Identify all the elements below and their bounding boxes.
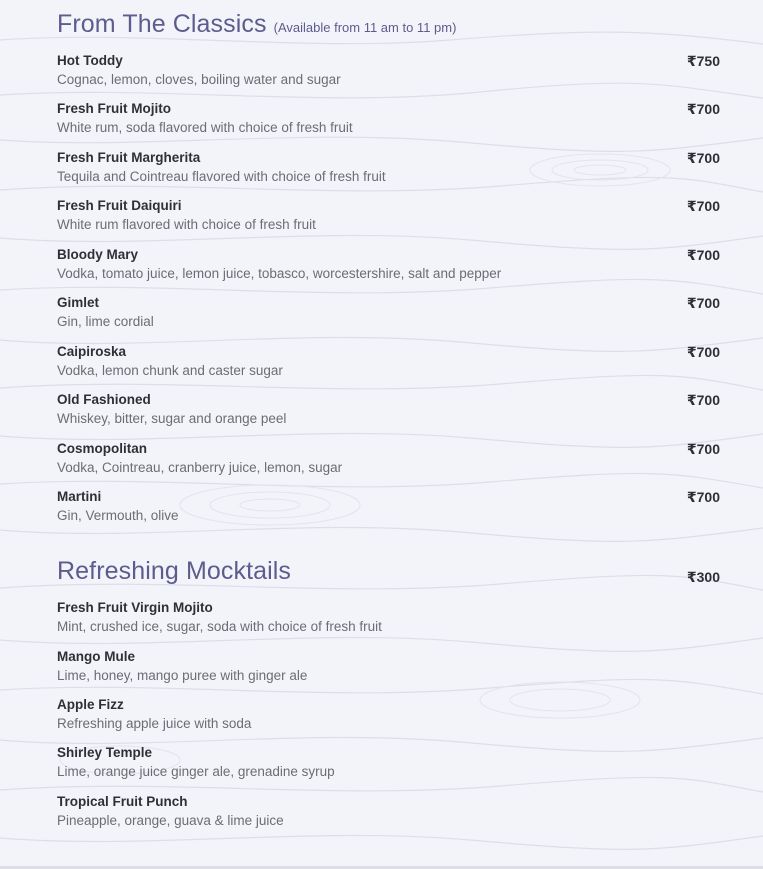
item-name: Hot Toddy	[57, 53, 123, 68]
menu-item	[57, 101, 720, 141]
menu-item	[57, 344, 720, 384]
item-description: Tequila and Cointreau flavored with choice of fresh fruit	[57, 169, 386, 184]
item-description: Lime, honey, mango puree with ginger ale	[57, 668, 308, 683]
item-description: Pineapple, orange, guava & lime juice	[57, 813, 284, 828]
item-description: White rum, soda flavored with choice of fresh fruit	[57, 120, 353, 135]
item-price: ₹750	[686, 53, 720, 69]
menu-item	[57, 295, 720, 335]
classics-title: From The Classics	[57, 10, 267, 38]
menu-item	[57, 53, 720, 93]
item-description: Refreshing apple juice with soda	[57, 716, 252, 731]
item-name: Tropical Fruit Punch	[57, 794, 188, 809]
item-name: Caipiroska	[57, 344, 127, 359]
menu-item	[57, 247, 720, 287]
mocktails-heading	[57, 557, 291, 586]
menu-item	[57, 392, 720, 432]
item-price: ₹700	[686, 295, 720, 311]
mocktails-title: Refreshing Mocktails	[57, 557, 292, 585]
menu-item	[57, 649, 720, 689]
menu-item	[57, 489, 720, 529]
menu-item	[57, 794, 720, 834]
item-name: Gimlet	[57, 295, 100, 310]
item-description: Whiskey, bitter, sugar and orange peel	[57, 411, 287, 426]
item-price: ₹700	[686, 101, 720, 117]
item-name: Fresh Fruit Daiquiri	[57, 198, 182, 213]
item-price: ₹700	[686, 150, 720, 166]
classics-availability-note: (Available from 11 am to 11 pm)	[273, 20, 457, 35]
item-name: Mango Mule	[57, 649, 135, 664]
item-name: Shirley Temple	[57, 745, 153, 760]
item-name: Old Fashioned	[57, 392, 151, 407]
item-description: Mint, crushed ice, sugar, soda with choice of fresh fruit	[57, 619, 382, 634]
mocktails-price: ₹300	[686, 569, 720, 585]
item-description: Lime, orange juice ginger ale, grenadine syrup	[57, 764, 335, 779]
item-description: Vodka, lemon chunk and caster sugar	[57, 363, 283, 378]
item-description: Gin, Vermouth, olive	[57, 508, 179, 523]
item-price: ₹700	[686, 344, 720, 360]
menu-item	[57, 745, 720, 785]
item-description: Vodka, Cointreau, cranberry juice, lemon, sugar	[57, 460, 343, 475]
item-name: Fresh Fruit Virgin Mojito	[57, 600, 213, 615]
item-price: ₹700	[686, 489, 720, 505]
item-price: ₹700	[686, 198, 720, 214]
item-description: Gin, lime cordial	[57, 314, 154, 329]
item-name: Martini	[57, 489, 102, 504]
item-description: Vodka, tomato juice, lemon juice, tobasco, worcestershire, salt and pepper	[57, 266, 502, 281]
menu-item	[57, 150, 720, 190]
item-name: Fresh Fruit Mojito	[57, 101, 171, 116]
item-description: White rum flavored with choice of fresh fruit	[57, 217, 316, 232]
item-price: ₹700	[686, 247, 720, 263]
classics-heading	[57, 10, 456, 39]
menu-item	[57, 600, 720, 640]
item-price: ₹700	[686, 441, 720, 457]
item-name: Cosmopolitan	[57, 441, 147, 456]
item-name: Fresh Fruit Margherita	[57, 150, 201, 165]
item-name: Bloody Mary	[57, 247, 139, 262]
menu-item	[57, 697, 720, 737]
item-price: ₹700	[686, 392, 720, 408]
item-name: Apple Fizz	[57, 697, 124, 712]
menu-item	[57, 198, 720, 238]
item-description: Cognac, lemon, cloves, boiling water and sugar	[57, 72, 341, 87]
menu-item	[57, 441, 720, 481]
